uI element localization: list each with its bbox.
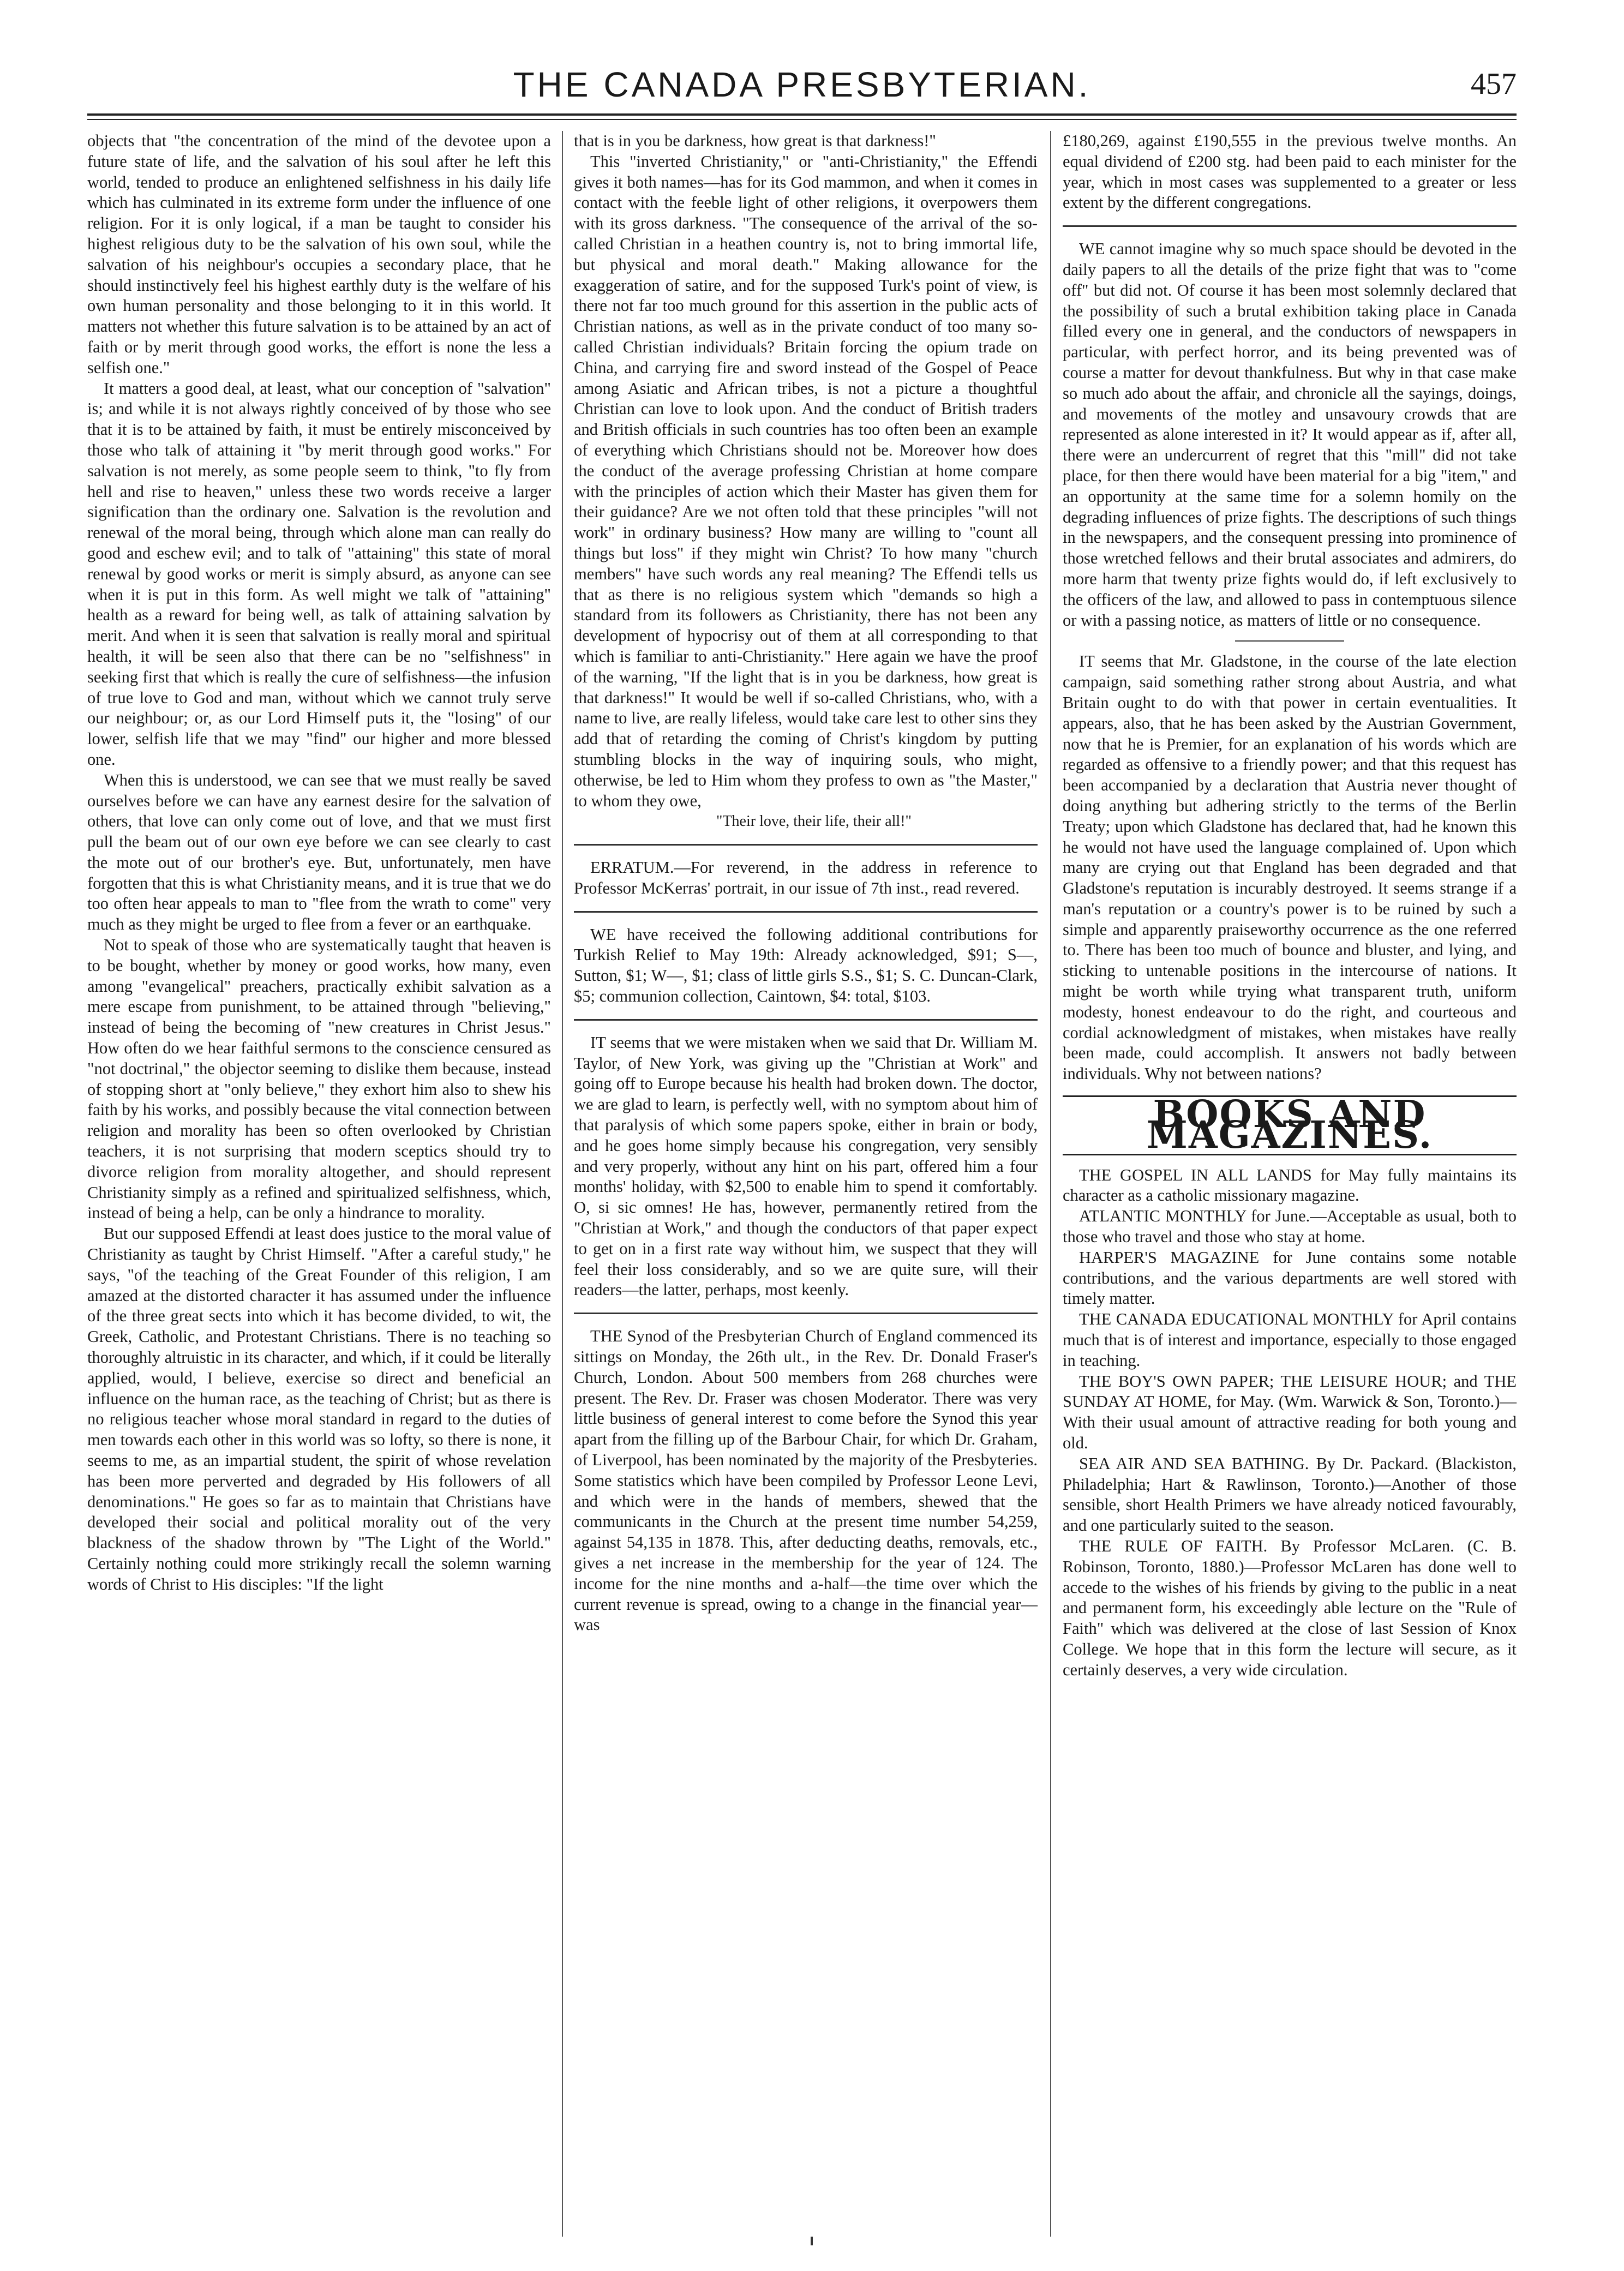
book-notice: ATLANTIC MONTHLY for June.—Acceptable as usual, both to those who travel and those who stay at home. bbox=[1063, 1207, 1517, 1247]
book-notice: THE BOY'S OWN PAPER; THE LEISURE HOUR; and THE SUNDAY AT HOME, for May. (Wm. Warwick & Son, Toronto.)—With their usual amount of attractive reading for both young and old. bbox=[1063, 1371, 1517, 1453]
header-rule-thin bbox=[87, 119, 1517, 120]
synod-article: THE Synod of the Presbyterian Church of England commenced its sittings on Monday, the 26th ult., in the Rev. Dr. Donald Fraser's Church, London. About 500 members from 268 churches were present. The Rev. Dr. Fraser was chosen Moderator. There was very little business of general interest to come before the Synod this year apart from the filling up of the Barbour Chair, for which Dr. Graham, of Liverpool, has been nominated by the majority of the Presbyteries. Some statistics which have been compiled by Professor Leone Levi, and which were in the hands of members, shewed that the communicants in the Church at the present time number 54,259, against 54,135 in 1878. This, after deducting deaths, removals, etc., gives a net increase in the membership for the year of 124. The income for the nine months and a-half—the time over which the current revenue is spread, owing to a change in the financial year—was bbox=[574, 1327, 1038, 1634]
book-notice: HARPER'S MAGAZINE for June contains some notable contributions, and the various departments are well stored with timely matter. bbox=[1063, 1248, 1517, 1308]
article-separator bbox=[1235, 640, 1344, 642]
paragraph: Not to speak of those who are systematically taught that heaven is to be bought, whether by money or good works, how many, even among "evangelical" preachers, practically exhibit salvation as a mere escape from punishment, to be attained through "believing," instead of being the becoming of "new creatures in Christ Jesus." How often do we hear faithful sermons to the conscience censured as "not doctrinal," the objector seeming to dislike them because, instead of stopping short at "only believe," they exhort him also to shew his faith by his works, and possibly because the vital connection between religion and morality has been so often overlooked by Christian teachers, it is not surprising that modern sceptics should try to divorce religion from morality altogether, and should represent Christianity simply as a refined and spiritualized selfishness, which, instead of being a help, can be only a hindrance to morality. bbox=[87, 936, 551, 1223]
taylor-article: IT seems that we were mistaken when we said that Dr. William M. Taylor, of New York, was giving up the "Christian at Work" and going off to Europe because his health had broken down. The doctor, we are glad to learn, is perfectly well, with no symptom about him of that paralysis of which some papers spoke, either in brain or body, and he goes home simply because his congregation, very sensibly and very properly, without any hint on his part, offered him a four months' holiday, with $2,500 to enable him to spend it comfortably. O, si sic omnes! He has, however, permanently retired from the "Christian at Work," and though the conductors of that paper expect to get on in a first rate way without him, we suspect that they will feel their loss considerably, and so we are quite sure, will their readers—the latter, perhaps, most keenly. bbox=[574, 1033, 1038, 1299]
column-3 bbox=[1063, 131, 1517, 1681]
paragraph: But our supposed Effendi at least does justice to the moral value of Christianity as taught by Christ Himself. "After a careful study," he says, "of the teaching of the Great Founder of this religion, I am amazed at the distorted character it has assumed under the influence of the three great sects into which it has become divided, to wit, the Greek, Catholic, and Protestant Christians. There is no teaching so thoroughly altruistic in its character, and which, if it could be literally applied, would, I believe, exercise so direct and beneficial an influence on the human race, as the teaching of Christ; but as there is no religious teacher whose moral standard in regard to the duties of men towards each other in this world was so lofty, so there is none, it seems to me, as an impartial student, the spirit of whose revelation has been more perverted and degraded by His followers of all denominations." He goes so far as to maintain that Christians have developed their social and political morality out of the very blackness of the shadow thrown by "The Light of the World." Certainly nothing could more strikingly recall the solemn warning words of Christ to His disciples: "If the light bbox=[87, 1224, 551, 1593]
paragraph: It matters a good deal, at least, what our conception of "salvation" is; and while it is not always rightly conceived of by those who see that it is to be attained by faith, it must be entirely misconceived by those who talk of attaining it "by merit through good works." For salvation is not merely, as some people seem to think, "to fly from hell and rise to heaven," unless these two words receive a larger signification than the ordinary one. Salvation is the revolution and renewal of the moral being, through which alone man can really do good and eschew evil; and to talk of "attaining" this state of moral renewal by good works or merit is simply absurd, as anyone can see when it is put in this form. As well might we talk of "attaining" health as a reward for being well, as talk of attaining salvation by merit. And when it is seen that salvation is really moral and spiritual health, it will be seen also that there can be no "selfishness" in seeking first that which is really the cure of selfishness—the infusion of true love to God and man, without which we cannot truly serve our neighbour; or, as our Lord Himself puts it, the "losing" of our lower, selfish life that we may "find" our higher and more blessed one. bbox=[87, 379, 551, 769]
prize-fight-article: WE cannot imagine why so much space should be devoted in the daily papers to all the details of the prize fight that was to "come off" but did not. Of course it has been most solemnly declared that the possibility of such a brutal exhibition taking place in Canada filled every one in general, and the conductors of newspapers in particular, with perfect horror, and its being prevented was of course a matter for devout thankfulness. But why in that case make so much ado about the affair, and chronicle all the sayings, doings, and movements of the motley and unsavoury crowds that are represented as alone interested in it? It would appear as if, after all, there were an undercurrent of regret that this "mill" did not take place, for then there would have been material for a big "item," and an opportunity at the same time for a solemn homily on the degrading influences of prize fights. The descriptions of such things in the newspapers, and the consequent pressing into prominence of those wretched fellows and their brutal associates and admirers, do more harm that twenty prize fights would do, if left exclusively to the officers of the law, and allowed to pass in contemptuous silence or with a passing notice, as matters of little or no consequence. bbox=[1063, 239, 1517, 630]
header-rule-thick bbox=[87, 113, 1517, 116]
column-2 bbox=[574, 131, 1038, 1635]
book-notice: THE RULE OF FAITH. By Professor McLaren. (C. B. Robinson, Toronto, 1880.)—Professor McLaren has done well to accede to the wishes of his friends by giving to the public in a neat and permanent form, his exceedingly able lecture on the "Rule of Faith" which was delivered at the close of last Session of Knox College. We hope that in this form the lecture will secure, as it certainly deserves, a very wide circulation. bbox=[1063, 1537, 1517, 1679]
column-divider bbox=[1050, 131, 1051, 2237]
article-separator bbox=[574, 911, 1038, 913]
erratum-notice: ERRATUM.—For reverend, in the address in reference to Professor McKerras' portrait, in our issue of 7th inst., read revered. bbox=[574, 858, 1038, 897]
book-notice: THE GOSPEL IN ALL LANDS for May fully maintains its character as a catholic missionary magazine. bbox=[1063, 1165, 1517, 1205]
page-title: THE CANADA PRESBYTERIAN. bbox=[513, 65, 1091, 104]
article-separator bbox=[574, 844, 1038, 846]
paragraph: objects that "the concentration of the mind of the devotee upon a future state of life, and the salvation of his soul after he left this world, tended to produce an enlightened selfishness in his daily life which has culminated in its extreme form under the influence of one religion. For it is only logical, if a man be taught to consider his highest religious duty to be the salvation of his own soul, while the salvation of his neighbour's occupies a secondary place, that he should instinctively feel his highest earthly duty is the welfare of his own human personality and those belonging to it in this world. It matters not whether this future salvation is to be attained by an act of faith or by merit through good works, the effort is none the less a selfish one." bbox=[87, 131, 551, 377]
gladstone-article: IT seems that Mr. Gladstone, in the course of the late election campaign, said something rather strong about Austria, and what Britain ought to do with that power in certain eventualities. It appears, also, that he has been asked by the Austrian Government, now that he is Premier, for an explanation of his words which are regarded as offensive to a friendly power; and that this request has been accompanied by a declaration that Austria never thought of doing anything but adhering strictly to the terms of the Berlin Treaty; upon which Gladstone has declared that, had he known this he would not have used the language complained of. Upon which many are crying out that England has been degraded and that Gladstone's reputation is incurably destroyed. It seems strange if a man's reputation or a country's power is to be ruined by such a simple and apparently praiseworthy occurrence as the one referred to. There has been too much of bounce and bluster, and lying, and sticking to untenable positions in the intercourse of nations. It might be worth while trying what transparent truth, uniform modesty, honest endeavour to do the right, and courteous and cordial acknowledgment of mistakes, when mistakes have really been made, could accomplish. It answers not badly between individuals. Why not between nations? bbox=[1063, 652, 1517, 1083]
quotation-line: "Their love, their life, their all!" bbox=[716, 813, 912, 830]
book-notice: SEA AIR AND SEA BATHING. By Dr. Packard. (Blackiston, Philadelphia; Hart & Rawlinson, Toronto.)—Another of those sensible, short Health Primers we have already noticed favourably, and one particularly suited to the season. bbox=[1063, 1454, 1517, 1535]
article-separator bbox=[574, 1313, 1038, 1314]
column-1 bbox=[87, 131, 551, 1595]
article-separator bbox=[1063, 225, 1517, 227]
masthead bbox=[87, 64, 1517, 113]
column-divider bbox=[562, 131, 563, 2237]
article-separator bbox=[574, 1019, 1038, 1021]
page-number: 457 bbox=[1471, 67, 1517, 101]
books-and-magazines-heading: BOOKS AND MAGAZINES. bbox=[1063, 1095, 1517, 1155]
paragraph: This "inverted Christianity," or "anti-Christianity," the Effendi gives it both names—has for its God mammon, and when it comes in contact with the feeble light of other religions, it overpowers them with its gross darkness. "The consequence of the arrival of the so-called Christian in a heathen country is, not to bring immortal life, but physical and moral death." Making allowance for the exaggeration of satire, and for the supposed Turk's point of view, is there not far too much ground for this assertion in the public acts of Christian nations, as well as in the private conduct of too many so-called Christian individuals? Britain forcing the opium trade on China, and carrying fire and sword instead of the Gospel of Peace among Asiatic and African tribes, is not a picture a thoughtful Christian can love to look upon. And the conduct of British traders and British officials in such countries has too often been an example of everything which Christians should not be. Moreover how does the conduct of the average professing Christian at home compare with the principles of action which their Master has given them for their guidance? Are we not often told that these principles "will not work" in ordinary business? How many are willing to "count all things but loss" if they might win Christ? To how many "church members" have such words any real meaning? The Effendi tells us that as there is no religious system which "demands so high a standard from its followers as Christianity, there has not been any development of hypocrisy out of them at all corresponding to that which is familiar to anti-Christianity." Here again we have the proof of the warning, "If the light that is in you be darkness, how great is that darkness!" It would be well if so-called Christians, who, with a name to live, are really lifeless, would take care lest to other sins they add that of retarding the coming of Christ's kingdom by putting stumbling blocks in the way of inquiring souls, who might, otherwise, be led to Him whom they profess to own as "the Master," to whom they owe, bbox=[574, 152, 1038, 810]
paragraph: that is in you be darkness, how great is that darkness!" bbox=[574, 131, 936, 150]
turkish-relief-notice: WE have received the following additional contributions for Turkish Relief to May 19th: Already acknowledged, $91; S—, Sutton, $1; W—, $1; class of little girls S.S., $1; S. C. Duncan-Clark, $5; communion collection, Caintown, $4: total, $103. bbox=[574, 925, 1038, 1006]
printer-mark bbox=[811, 2237, 813, 2245]
book-notice: THE CANADA EDUCATIONAL MONTHLY for April contains much that is of interest and importance, especially to those engaged in teaching. bbox=[1063, 1310, 1517, 1370]
paragraph: When this is understood, we can see that we must really be saved ourselves before we can have any earnest desire for the salvation of others, that love can only come out of love, and that we must first pull the beam out of our own eye before we can see clearly to cast the mote out of our brother's eye. But, unfortunately, men have forgotten that this is what Christianity means, and it is true that we do too often hear appeals to man to "flee from the wrath to come" very much as they might be urged to flee from a fever or an earthquake. bbox=[87, 770, 551, 934]
paragraph: £180,269, against £190,555 in the previous twelve months. An equal dividend of £200 stg. had been paid to each minister for the year, which in most cases was supplemented to a greater or less extent by the different congregations. bbox=[1063, 131, 1517, 212]
